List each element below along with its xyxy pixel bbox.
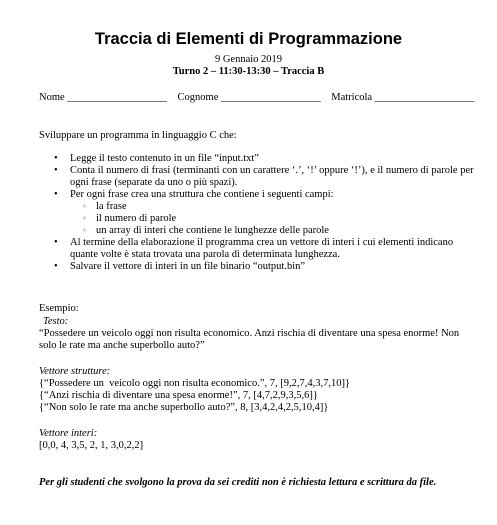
text-label: Testo: bbox=[43, 316, 69, 327]
nome-line: ___________________ bbox=[67, 92, 168, 103]
struct-field-item: ◦ un array di interi che contiene le lunghezze delle parole bbox=[82, 225, 474, 237]
requirement-item: • Legge il testo contenuto in un file “input.txt” bbox=[54, 153, 474, 165]
struct-fields-list bbox=[70, 201, 474, 237]
matricola-label: Matricola bbox=[331, 92, 373, 103]
requirement-item: • Conta il numero di frasi (terminanti con un carattere ‘.’, ‘!’ oppure ‘!’), e il numero di parole per ogni frase (separate da uno o più spazi). bbox=[54, 165, 474, 189]
int-vector-label: Vettore interi: bbox=[39, 428, 98, 439]
intro-text: Sviluppare un programma in linguaggio C che: bbox=[39, 130, 237, 141]
structure-entry: {“Non solo le rate ma anche superbollo auto?”, 8, [3,4,2,4,2,5,10,4]} bbox=[39, 402, 329, 413]
example-text: “Possedere un veicolo oggi non risulta economico. Anzi rischia di diventare una spesa enorme! Non solo le rate ma anche superbollo auto?” bbox=[39, 328, 460, 351]
matricola-line: ___________________ bbox=[374, 92, 475, 103]
requirements-list bbox=[54, 153, 474, 273]
credits-note: Per gli studenti che svolgono la prova da sei crediti non è richiesta lettura e scrittura da file. bbox=[39, 477, 437, 488]
cognome-label: Cognome bbox=[177, 92, 219, 103]
student-fields bbox=[39, 92, 479, 104]
structure-entry: {“Possedere un veicolo oggi non risulta economico.”, 7, [9,2,7,4,3,7,10]} bbox=[39, 378, 351, 389]
requirement-item: • Salvare il vettore di interi in un file binario “output.bin” bbox=[54, 261, 474, 273]
requirement-item: • Al termine della elaborazione il programma crea un vettore di interi i cui elementi indicano quante volte è stata trovata una parola di determinata lunghezza. bbox=[54, 237, 474, 261]
requirement-item bbox=[54, 189, 474, 237]
requirement-text: Per ogni frase crea una struttura che contiene i seguenti campi: bbox=[70, 189, 334, 200]
struct-field-item: ◦ il numero di parole bbox=[82, 213, 474, 225]
structures-label: Vettore strutture: bbox=[39, 366, 111, 377]
struct-field-item: ◦ la frase bbox=[82, 201, 474, 213]
nome-label: Nome bbox=[39, 92, 65, 103]
int-vector-value: [0,0, 4, 3,5, 2, 1, 3,0,2,2] bbox=[39, 440, 144, 451]
exam-date: 9 Gennaio 2019 bbox=[214, 54, 283, 65]
structure-entry: {“Anzi rischia di diventare una spesa enorme!”, 7, [4,7,2,9,3,5,6]} bbox=[39, 390, 318, 401]
example-label: Esempio: bbox=[39, 303, 79, 314]
document-title: Traccia di Elementi di Programmazione bbox=[94, 30, 403, 48]
exam-turn: Turno 2 – 11:30-13:30 – Traccia B bbox=[172, 66, 325, 77]
structures-list bbox=[39, 378, 479, 414]
cognome-line: ___________________ bbox=[221, 92, 321, 103]
